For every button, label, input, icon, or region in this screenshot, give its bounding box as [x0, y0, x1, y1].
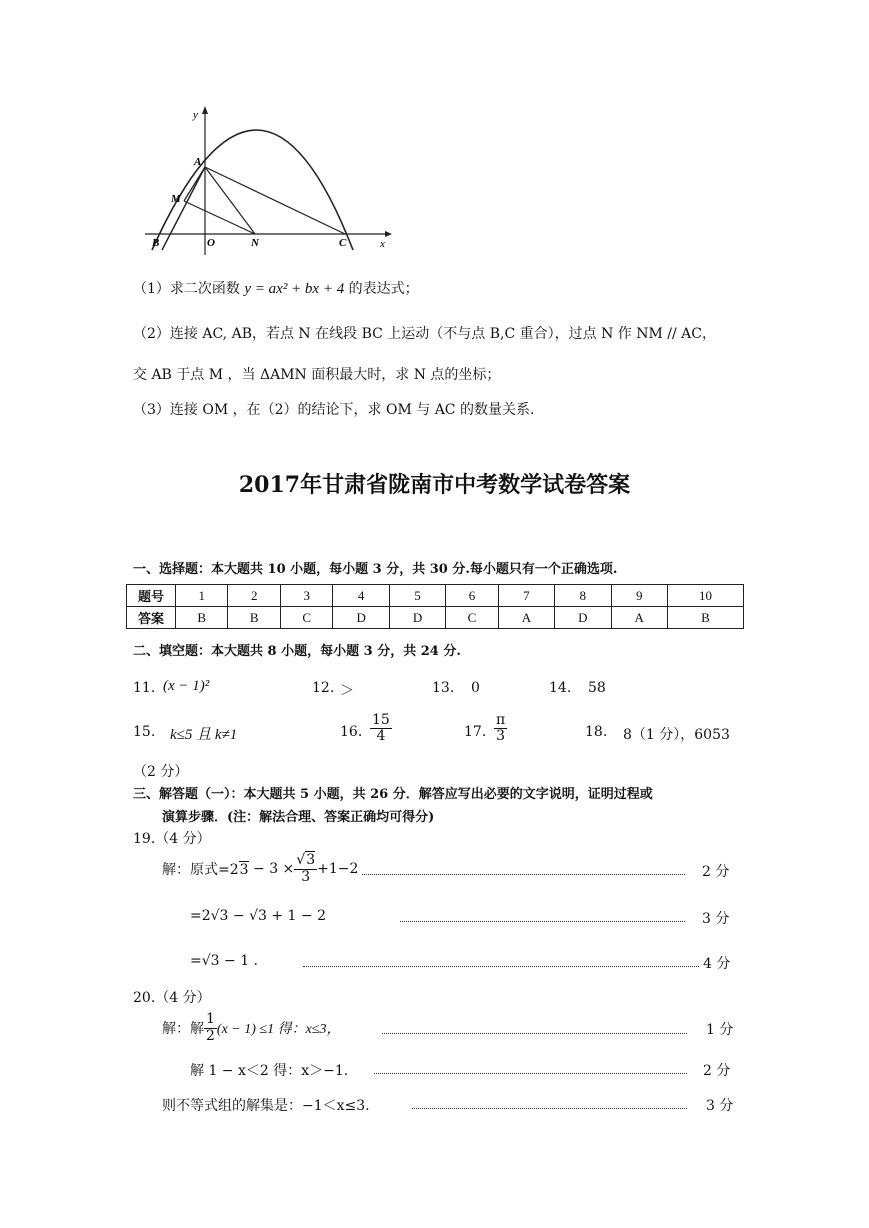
table-cell: D	[555, 607, 611, 629]
q20-fraction-denominator: 2	[206, 1027, 215, 1044]
q20-step-1-rest: (x − 1) ≤1 得：x≤3，	[216, 1022, 341, 1037]
answer-15-number: 15.	[133, 724, 156, 740]
answer-13: 0	[471, 680, 480, 696]
leader-dots	[374, 1073, 687, 1074]
line-mn	[184, 201, 255, 234]
label-b: B	[152, 237, 160, 249]
table-cell: C	[280, 607, 332, 629]
question-20-label: 20.（4 分）	[133, 990, 211, 1006]
y-axis-arrow	[202, 106, 208, 114]
answer-12-number: 12.	[312, 680, 335, 696]
answer-16-numerator: 15	[372, 712, 390, 728]
q1-formula: y = ax² + bx + 4	[244, 281, 345, 297]
section-3-heading-line-2: 演算步骤．(注：解法合理、答案正确均可得分)	[162, 810, 435, 825]
label-c: C	[339, 237, 347, 249]
table-cell: A	[611, 607, 667, 629]
q20-fraction-numerator: 1	[206, 1011, 215, 1028]
answer-13-number: 13.	[432, 680, 455, 696]
label-y: y	[193, 109, 198, 121]
q19-step-1-rest: +1−2	[317, 861, 359, 877]
section-3-heading-line-1: 三、解答题（一）：本大题共 5 小题，共 26 分．解答应写出必要的文字说明，证明过程或	[133, 787, 653, 802]
answer-18-tail: （2 分）	[133, 764, 189, 780]
minus-3-times: − 3 ×	[248, 861, 295, 877]
q19-fraction-denominator: 3	[301, 868, 311, 885]
q19-fraction-numerator: √3	[296, 852, 316, 869]
q20-step-1	[162, 1006, 341, 1050]
q20-step-2: 解 1 − x＜2 得：x＞−1.	[190, 1063, 349, 1079]
q19-step-3: =√3 − 1 .	[190, 953, 258, 969]
table-cell: 10	[667, 585, 743, 607]
table-cell: C	[446, 607, 498, 629]
line-ac	[205, 167, 345, 234]
q20-step-1-prefix: 解：解	[162, 1021, 204, 1037]
answer-18: 8（1 分），6053	[623, 727, 730, 743]
line-an	[205, 167, 255, 234]
label-m: M	[171, 193, 181, 205]
q19-step-2: =2√3 − √3 + 1 − 2	[190, 908, 327, 924]
page-title: 2017年甘肃省陇南市中考数学试卷答案	[238, 472, 631, 498]
table-cell: 3	[280, 585, 332, 607]
table-cell: 4	[333, 585, 389, 607]
table-cell: 9	[611, 585, 667, 607]
q20-step-3: 则不等式组的解集是：−1＜x≤3.	[162, 1098, 370, 1114]
answer-16-denominator: 4	[376, 728, 386, 745]
answer-table	[126, 584, 744, 629]
answer-11: (x − 1)²	[163, 678, 210, 694]
table-cell: D	[389, 607, 445, 629]
table-cell: A	[498, 607, 554, 629]
leader-dots	[382, 1033, 687, 1034]
sqrt-3: 3	[239, 861, 249, 878]
label-o: O	[207, 237, 215, 249]
answer-18-number: 18.	[585, 724, 608, 740]
q19-step-1-score: 2 分	[702, 864, 730, 880]
question-2-line-1: （2）连接 AC, AB，若点 N 在线段 BC 上运动（不与点 B,C 重合），过点 N 作 NM // AC，	[133, 326, 716, 342]
table-cell: 7	[498, 585, 554, 607]
q19-step-1-prefix: 解：原式=2	[162, 862, 239, 878]
question-19-label: 19.（4 分）	[133, 831, 211, 847]
q20-fraction	[204, 1012, 217, 1044]
answer-15: k≤5 且 k≠1	[170, 727, 238, 743]
answer-16-fraction	[370, 713, 392, 745]
q19-fraction	[294, 853, 317, 885]
question-1	[133, 278, 419, 298]
q20-step-3-score: 3 分	[706, 1098, 734, 1114]
label-a: A	[194, 156, 202, 168]
q1-prefix: （1）求二次函数	[133, 281, 240, 297]
table-cell: 6	[446, 585, 498, 607]
table-cell: 5	[389, 585, 445, 607]
q19-step-3-score: 4 分	[703, 956, 731, 972]
table-cell: 2	[228, 585, 280, 607]
x-axis-arrow	[385, 231, 392, 237]
answer-14: 58	[588, 680, 606, 696]
q19-step-1	[162, 847, 358, 891]
leader-dots	[362, 874, 685, 875]
table-row-answers	[127, 607, 744, 629]
table-row-numbers	[127, 585, 744, 607]
q20-step-2-score: 2 分	[703, 1063, 731, 1079]
table-cell: B	[667, 607, 743, 629]
leader-dots	[400, 921, 685, 922]
q19-step-2-score: 3 分	[702, 911, 730, 927]
leader-dots	[303, 966, 699, 967]
answer-16-number: 16.	[340, 724, 363, 740]
table-cell: D	[333, 607, 389, 629]
table-cell: 1	[176, 585, 228, 607]
section-2-heading: 二、填空题：本大题共 8 小题，每小题 3 分，共 24 分.	[133, 644, 461, 659]
answer-11-number: 11.	[133, 680, 156, 696]
question-2-line-2: 交 AB 于点 M ，当 ΔAMN 面积最大时，求 N 点的坐标；	[133, 367, 501, 383]
question-3: （3）连接 OM ，在（2）的结论下，求 OM 与 AC 的数量关系.	[133, 402, 535, 418]
section-1-heading: 一、选择题：本大题共 10 小题，每小题 3 分，共 30 分.每小题只有一个正确选项.	[133, 562, 618, 577]
parabola-figure	[140, 100, 400, 260]
q20-step-1-score: 1 分	[706, 1022, 734, 1038]
answer-17-numerator: π	[496, 712, 506, 728]
answer-12: ＞	[340, 683, 354, 699]
answer-17-denominator: 3	[496, 728, 506, 745]
table-cell: 8	[555, 585, 611, 607]
table-cell: B	[176, 607, 228, 629]
answer-17-number: 17.	[464, 724, 487, 740]
answer-17-fraction	[494, 713, 507, 745]
answer-14-number: 14.	[549, 680, 572, 696]
table-cell: B	[228, 607, 280, 629]
q1-suffix: 的表达式；	[348, 281, 419, 297]
leader-dots	[412, 1108, 687, 1109]
label-n: N	[251, 237, 259, 249]
row-label-number: 题号	[127, 585, 176, 607]
label-x: x	[380, 238, 385, 250]
line-ab	[162, 167, 205, 250]
row-label-answer: 答案	[127, 607, 176, 629]
